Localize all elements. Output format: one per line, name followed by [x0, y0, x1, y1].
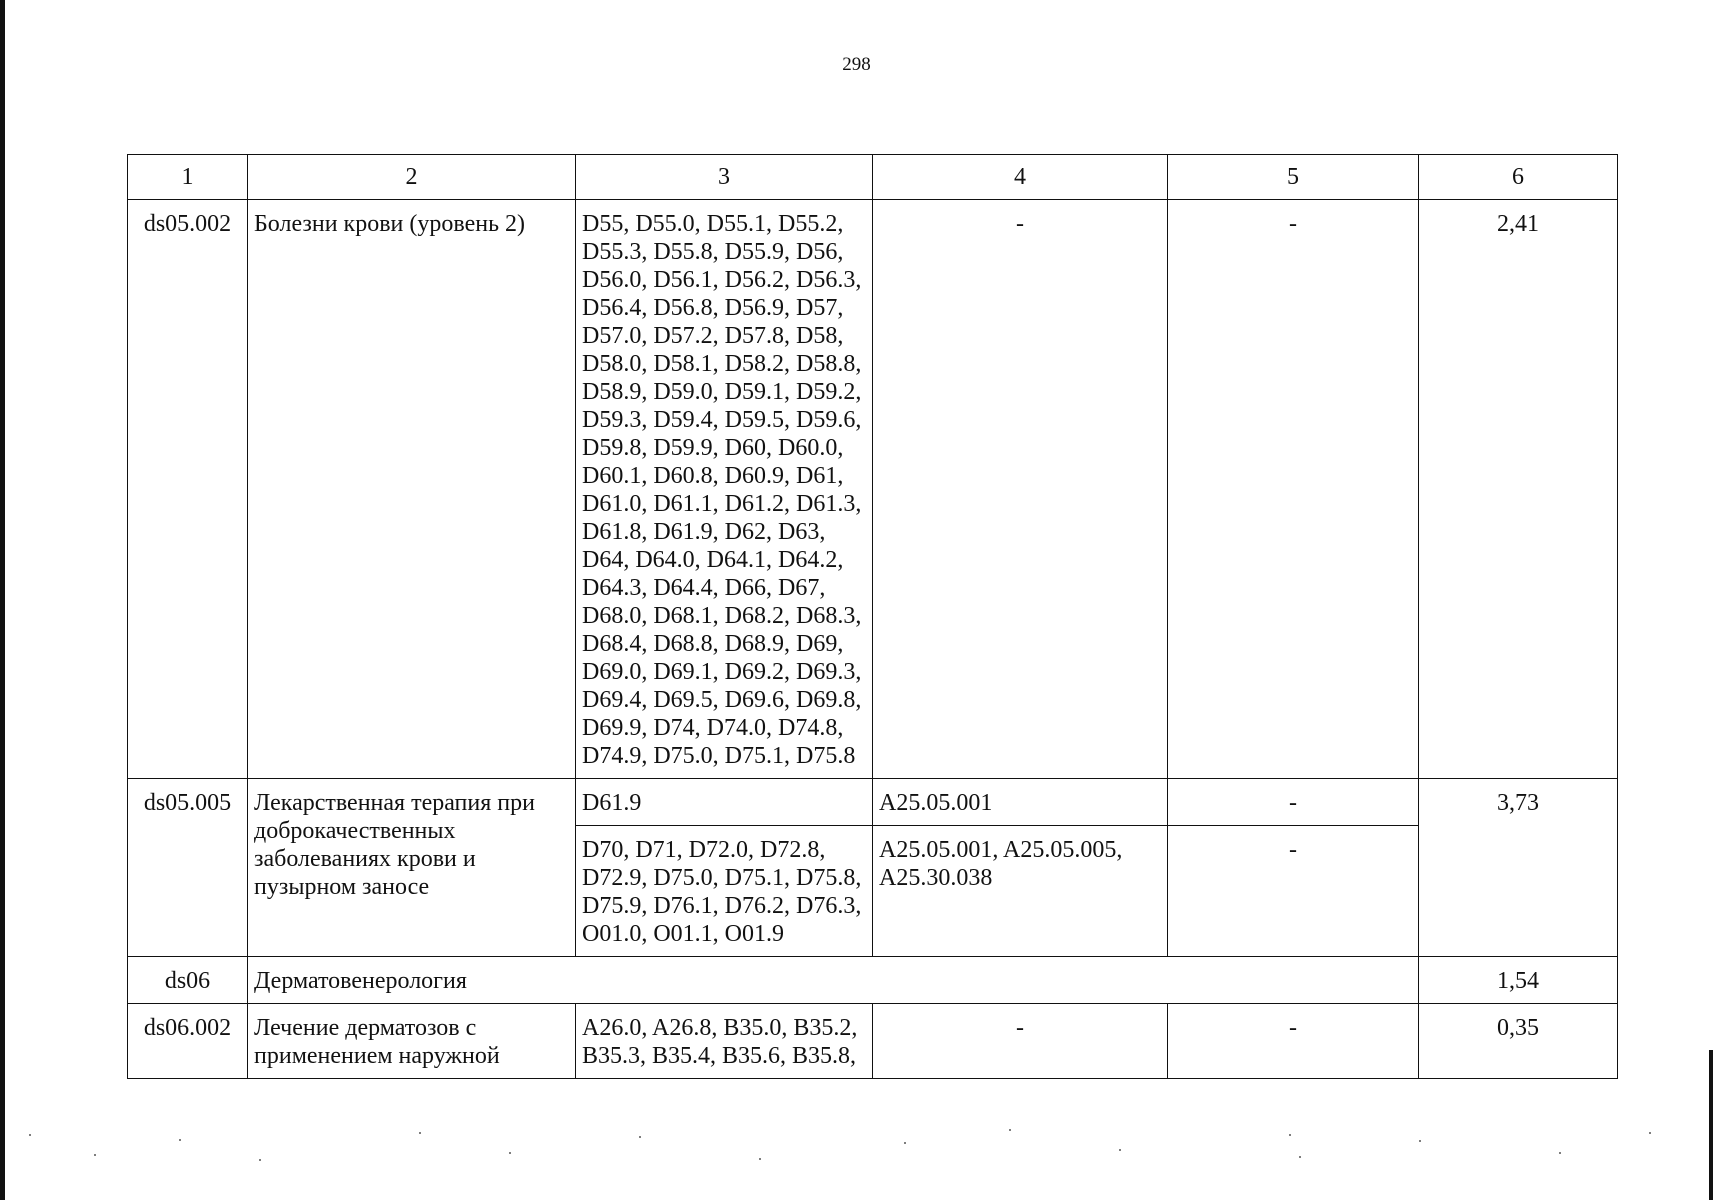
header-cell-5: 5 — [1168, 155, 1419, 200]
page-number: 298 — [842, 54, 871, 75]
table-row — [128, 1004, 1618, 1079]
row-name: Лекарственная терапия при доброкачественных заболеваниях крови и пузырном заносе — [248, 779, 576, 957]
header-cell-3: 3 — [576, 155, 873, 200]
header-cell-1: 1 — [128, 155, 248, 200]
row-coefficient: 2,41 — [1419, 200, 1618, 779]
row-coefficient: 1,54 — [1419, 957, 1618, 1004]
row-col5: - — [1168, 200, 1419, 779]
row-services: A25.05.001 — [873, 779, 1168, 826]
row-icd-codes: A26.0, A26.8, B35.0, B35.2, B35.3, B35.4, B35.6, B35.8, — [576, 1004, 873, 1079]
table-row — [128, 200, 1618, 779]
row-col5: - — [1168, 779, 1419, 826]
row-icd-codes: D55, D55.0, D55.1, D55.2, D55.3, D55.8, D55.9, D56, D56.0, D56.1, D56.2, D56.3, D56.4, D56.8, D56.9, D57, D57.0, D57.2, D57.8, D58, D58.0, D58.1, D58.2, D58.8, D58.9, D59.0, D59.1, D59.2, D59.3, D59.4, D59.5, D59.6, D59.8, D59.9, D60, D60.0, D60.1, D60.8, D60.9, D61, D61.0, D61.1, D61.2, D61.3, D61.8, D61.9, D62, D63, D64, D64.0, D64.1, D64.2, D64.3, D64.4, D66, D67, D68.0, D68.1, D68.2, D68.3, D68.4, D68.8, D68.9, D69, D69.0, D69.1, D69.2, D69.3, D69.4, D69.5, D69.6, D69.8, D69.9, D74, D74.0, D74.8, D74.9, D75.0, D75.1, D75.8 — [576, 200, 873, 779]
scan-edge-left — [0, 0, 5, 1200]
row-name: Дерматовенерология — [248, 957, 1419, 1004]
row-coefficient: 3,73 — [1419, 779, 1618, 957]
row-code: ds05.005 — [128, 779, 248, 957]
row-services: - — [873, 200, 1168, 779]
row-code: ds06.002 — [128, 1004, 248, 1079]
row-coefficient: 0,35 — [1419, 1004, 1618, 1079]
row-name: Болезни крови (уровень 2) — [248, 200, 576, 779]
header-cell-4: 4 — [873, 155, 1168, 200]
row-services: - — [873, 1004, 1168, 1079]
row-code: ds05.002 — [128, 200, 248, 779]
row-icd-codes: D70, D71, D72.0, D72.8, D72.9, D75.0, D75.1, D75.8, D75.9, D76.1, D76.2, D76.3, O01.0, O01.1, O01.9 — [576, 826, 873, 957]
row-icd-codes: D61.9 — [576, 779, 873, 826]
table-header-row — [128, 155, 1618, 200]
tariff-table — [127, 154, 1618, 1079]
row-name: Лечение дерматозов с применением наружной — [248, 1004, 576, 1079]
header-cell-6: 6 — [1419, 155, 1618, 200]
table-row — [128, 957, 1618, 1004]
row-services: A25.05.001, A25.05.005, A25.30.038 — [873, 826, 1168, 957]
row-col5: - — [1168, 1004, 1419, 1079]
table-row — [128, 779, 1618, 826]
scan-noise-decoration — [0, 1115, 1713, 1175]
header-cell-2: 2 — [248, 155, 576, 200]
row-code: ds06 — [128, 957, 248, 1004]
row-col5: - — [1168, 826, 1419, 957]
